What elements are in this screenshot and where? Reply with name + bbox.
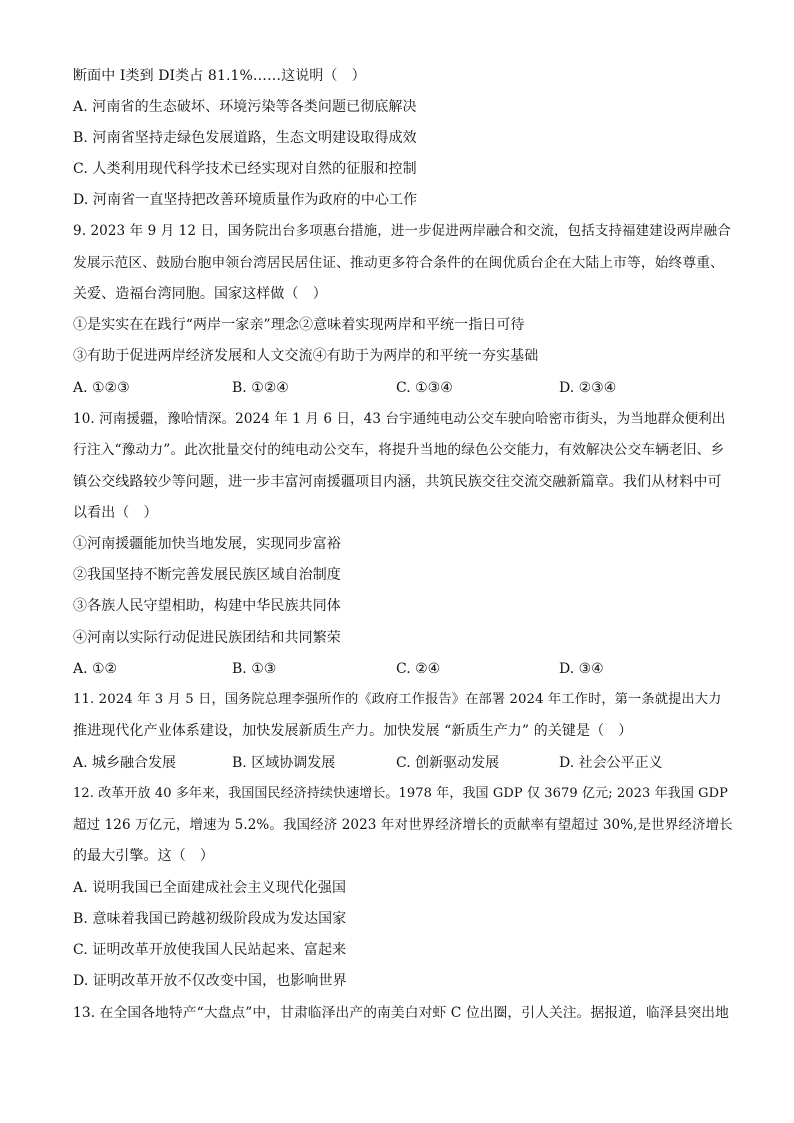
q8-option-c: C. 人类利用现代科学技术已经实现对自然的征服和控制	[73, 161, 417, 177]
q9-stem-line-3: 关爱、造福台湾同胞。国家这样做（ ）	[73, 286, 327, 302]
q10-stem-line-2: 行注入“豫动力”。此次批量交付的纯电动公交车，将提升当地的绿色公交能力，有效解决公交车辆老旧、乡	[73, 442, 725, 458]
q10-option-b: B. ①③	[232, 661, 277, 677]
q10-statement-2: ②我国坚持不断完善发展民族区域自治制度	[73, 567, 341, 583]
q11-stem-line-2: 推进现代化产业体系建设，加快发展新质生产力。加快发展 “新质生产力” 的关键是（ ）	[73, 723, 633, 739]
q11-option-c: C. 创新驱动发展	[396, 755, 500, 771]
q11-options	[73, 753, 733, 773]
q9-option-a: A. ①②③	[73, 380, 130, 396]
q11-stem-line-1: 11. 2024 年 3 月 5 日，国务院总理李强所作的《政府工作报告》在部署 2024 年工作时，第一条就提出大力	[73, 692, 722, 707]
q10-stem-line-3: 镇公交线路较少等问题，进一步丰富河南援疆项目内涵，共筑民族交往交流交融新篇章。我们从材料中可	[73, 474, 722, 490]
q13-stem-line-1: 13. 在全国各地特产“大盘点”中，甘肃临泽出产的南美白对虾 C 位出圈，引人关注。据报道，临泽县突出地	[73, 1005, 730, 1021]
q9-statement-1: ①是实实在在践行“两岸一家亲”理念②意味着实现两岸和平统一指日可待	[73, 317, 525, 333]
q12-option-d: D. 证明改革开放不仅改变中国，也影响世界	[73, 973, 347, 989]
q11-option-a: A. 城乡融合发展	[73, 755, 177, 771]
q10-stem-line-4: 以看出（ ）	[73, 505, 158, 521]
q12-stem-line-2: 超过 126 万亿元，增速为 5.2%。我国经济 2023 年对世界经济增长的贡献率有望超过 30%,是世界经济增长	[73, 817, 733, 833]
q10-options	[73, 659, 733, 679]
q8-option-a: A. 河南省的生态破坏、环境污染等各类问题已彻底解决	[73, 99, 417, 115]
q9-options	[73, 378, 733, 398]
q11-option-d: D. 社会公平正义	[559, 755, 663, 771]
q10-option-a: A. ①②	[73, 661, 118, 677]
q12-option-b: B. 意味着我国已跨越初级阶段成为发达国家	[73, 911, 347, 927]
q11-option-b: B. 区域协调发展	[232, 755, 336, 771]
q12-option-c: C. 证明改革开放使我国人民站起来、富起来	[73, 942, 347, 958]
q10-option-d: D. ③④	[559, 661, 604, 677]
q10-statement-1: ①河南援疆能加快当地发展，实现同步富裕	[73, 536, 341, 552]
q8-option-d: D. 河南省一直坚持把改善环境质量作为政府的中心工作	[73, 192, 418, 208]
q9-stem-line-2: 发展示范区、鼓励台胞申领台湾居民居住证、推动更多符合条件的在闽优质台企在大陆上市等，始终尊重、	[73, 255, 724, 271]
q9-option-c: C. ①③④	[396, 380, 453, 396]
q9-option-d: D. ②③④	[559, 380, 617, 396]
q10-stem-line-1: 10. 河南援疆，豫哈情深。2024 年 1 月 6 日，43 台宇通纯电动公交车驶向哈密市街头，为当地群众便利出	[73, 411, 726, 427]
q9-statement-2: ③有助于促进两岸经济发展和人文交流④有助于为两岸的和平统一夯实基础	[73, 348, 539, 364]
q10-statement-4: ④河南以实际行动促进民族团结和共同繁荣	[73, 630, 341, 646]
q8-stem-end: 断面中 I类到 DI类占 81.1%……这说明（ ）	[73, 68, 366, 84]
q12-stem-line-3: 的最大引擎。这（ ）	[73, 848, 214, 864]
q12-option-a: A. 说明我国已全面建成社会主义现代化强国	[73, 880, 347, 896]
q12-stem-line-1: 12. 改革开放 40 多年来，我国国民经济持续快速增长。1978 年，我国 GDP 仅 3679 亿元; 2023 年我国 GDP	[73, 786, 729, 801]
q9-stem-line-1: 9. 2023 年 9 月 12 日，国务院出台多项惠台措施，进一步促进两岸融合和交流，包括支持福建建设两岸融合	[73, 223, 731, 239]
q10-option-c: C. ②④	[396, 661, 441, 677]
q9-option-b: B. ①②④	[232, 380, 289, 396]
q10-statement-3: ③各族人民守望相助，构建中华民族共同体	[73, 598, 341, 614]
q8-option-b: B. 河南省坚持走绿色发展道路，生态文明建设取得成效	[73, 130, 417, 146]
